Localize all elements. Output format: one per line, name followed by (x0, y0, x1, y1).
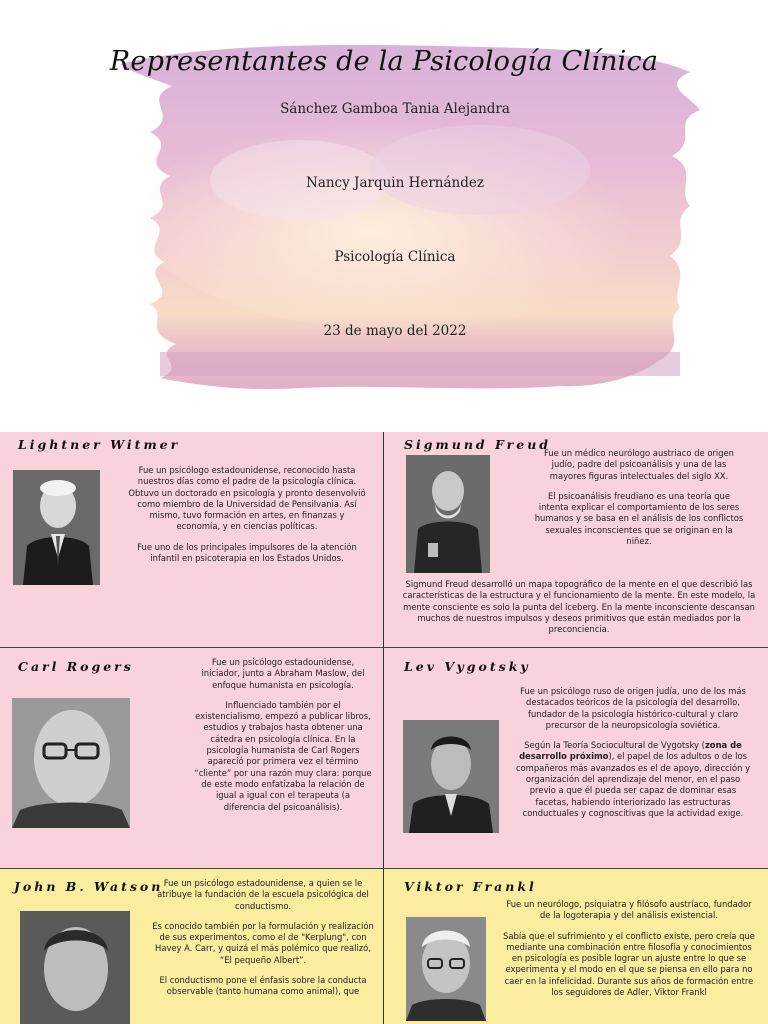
grid-divider-row-1 (0, 647, 768, 648)
card-name: Viktor Frankl (404, 879, 537, 894)
date: 23 de mayo del 2022 (323, 323, 467, 339)
portrait-vygotsky (403, 720, 499, 833)
portrait-watson (20, 911, 130, 1024)
page-title: Representantes de la Psicología Clínica (109, 46, 659, 77)
card-name: Sigmund Freud (404, 437, 552, 452)
portrait-rogers (12, 698, 130, 828)
card-name: John B. Watson (14, 879, 164, 894)
card-text: Fue un médico neurólogo austriaco de origen judío, padre del psicoanálisis y una de las mayores figuras intelectuales del siglo XX. El psicoanálisis freudiano es una teoría que intenta explicar el comportamiento de los seres humanos y se basa en el análisis de los conflictos sexuales inconscientes que se originan en la niñez. (534, 448, 744, 547)
card-vygotsky (384, 648, 768, 868)
zpd-highlight: zona de desarrollo próximo (519, 740, 742, 762)
card-name: Lightner Witmer (18, 437, 181, 452)
portrait-freud (406, 455, 490, 573)
card-frankl (384, 869, 768, 1024)
card-text: Fue un psicólogo estadounidense, a quien se le atribuye la fundación de la escuela psicológica del conductismo. Es conocido también por la formulación y realización de sus experimentos, como el de "Kerplung", con Havey A. Carr, y quizá el más polémico que realizó, “El pequeño Albert”. El conductismo pone el énfasis sobre la conducta observable (tanto humana como animal), que (152, 878, 374, 997)
grid-divider-row-2 (0, 868, 768, 869)
author-2: Nancy Jarquin Hernández (306, 175, 484, 191)
author-1: Sánchez Gamboa Tania Alejandra (280, 101, 510, 117)
card-name: Carl Rogers (18, 659, 134, 674)
card-text: Fue un neurólogo, psiquiatra y filósofo austríaco, fundador de la logoterapia y del análisis existencial. Sabía que el sufrimiento y el conflicto existe, pero creía que mediante una combinación entre filosofía y conocimientos en psicología es posible lograr un ajuste entre lo que se experimenta y el modo en el que se piensa en ello para no caer en la infelicidad. Durante sus años de formación entre los seguidores de Adler, Viktor Frankl (503, 899, 755, 998)
subject: Psicología Clínica (334, 249, 456, 265)
card-witmer (0, 432, 383, 647)
card-text-wide: Sigmund Freud desarrolló un mapa topográfico de la mente en el que describió las características de la estructura y el funcionamiento de la mente. En este modelo, la mente consciente es solo la punta del iceberg. En la mente inconsciente descansan muchos de nuestros impulsos y deseos primitivos que están mediados por la preconciencia. (402, 579, 756, 635)
grid-divider-vertical (383, 432, 384, 1024)
card-name: Lev Vygotsky (404, 659, 531, 674)
card-text: Fue un psicólogo estadounidense, iniciador, junto a Abraham Maslow, del enfoque humanista en psicología. Influenciado también por el existencialismo, empezó a publicar libros, estudios y trabajos hasta obtener una cátedra en psicología clínica. En la psicología humanista de Carl Rogers apareció por primera vez el término “cliente” por una razón muy clara: porque de este modo enfatizaba la relación de igual a igual con el terapeuta (a diferencia del psicoanálisis). (194, 657, 372, 812)
portrait-witmer (13, 470, 100, 585)
representatives-grid (0, 432, 768, 1024)
card-text: Fue un psicólogo ruso de origen judía, uno de los más destacados teóricos de la psicología del desarrollo, fundador de la psicología histórico-cultural y claro precursor de la neuropsicología soviética. Según la Teoría Sociocultural de Vygotsky (zona de desarrollo próximo), el papel de los adultos o de los compañeros más avanzados es el de apoyo, dirección y organización del aprendizaje del menor, en el paso previo a que él pueda ser capaz de dominar esas facetas, habiendo interiorizado las estructuras conductuales y cognoscitivas que la actividad exige. (515, 686, 751, 818)
portrait-frankl (406, 917, 486, 1021)
card-freud (384, 432, 768, 647)
title-page (0, 0, 768, 432)
card-watson (0, 869, 383, 1024)
card-rogers (0, 648, 383, 868)
card-text: Fue un psicólogo estadounidense, reconocido hasta nuestros días como el padre de la psicología clínica. Obtuvo un doctorado en psicología y pronto desenvolvió como miembro de la Universidad de Pensilvania. Así mismo, tuvo formación en artes, en finanzas y economía, y en ciencias políticas. Fue uno de los principales impulsores de la atención infantil en psicoterapia en los Estados Unidos. (128, 465, 366, 564)
